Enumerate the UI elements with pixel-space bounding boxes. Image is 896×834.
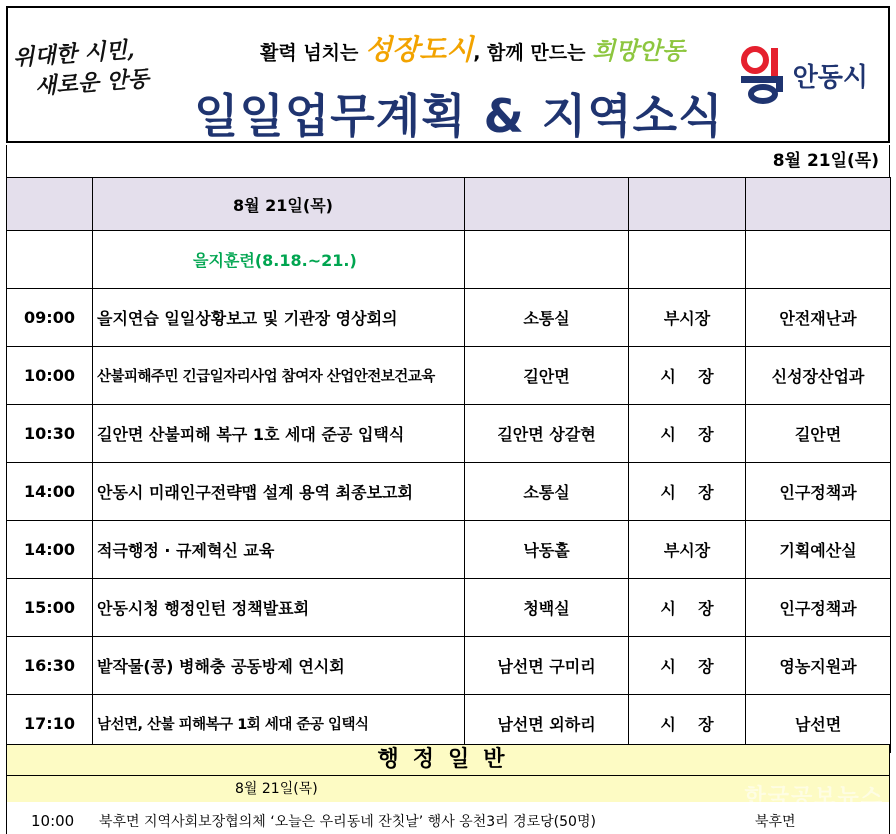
- schedule-row: [7, 463, 891, 521]
- schedule-dept: 남선면: [746, 695, 891, 753]
- slogan-top-prefix: 활력 넘치는: [260, 42, 365, 64]
- andong-logo: [739, 46, 868, 104]
- schedule-time: 10:30: [7, 405, 93, 463]
- schedule-attendee: 시 장: [629, 405, 746, 463]
- page-title: 일일업무계획 & 지역소식: [194, 89, 724, 143]
- header-cell-empty: [629, 178, 746, 231]
- admin-row-desc: 북후면 지역사회보장협의체 ‘오늘은 우리동네 잔칫날’ 행사 옹천3리 경로당(50명): [99, 814, 596, 830]
- andong-logo-icon: [739, 46, 787, 104]
- schedule-place: 길안면: [465, 347, 629, 405]
- schedule-header-row: [7, 178, 891, 231]
- schedule-place: 남선면 구미리: [465, 637, 629, 695]
- admin-row-dept: 북후면: [755, 814, 796, 830]
- schedule-time: 14:00: [7, 463, 93, 521]
- schedule-place: 소통실: [465, 289, 629, 347]
- schedule-row: [7, 579, 891, 637]
- exercise-label: 을지훈련(8.18.~21.): [93, 231, 465, 289]
- schedule-time: 17:10: [7, 695, 93, 753]
- schedule-place: 청백실: [465, 579, 629, 637]
- slogan-top-highlight-hope: 희망안동: [592, 37, 685, 65]
- schedule-row: [7, 405, 891, 463]
- schedule-title: 길안면 산불피해 복구 1호 세대 준공 입택식: [93, 405, 465, 463]
- schedule-title: 남선면, 산불 피해복구 1회 세대 준공 입택식: [93, 695, 465, 753]
- schedule-row: [7, 347, 891, 405]
- exercise-cell-empty: [629, 231, 746, 289]
- schedule-time: 16:30: [7, 637, 93, 695]
- schedule-time: 09:00: [7, 289, 93, 347]
- admin-section-title: 행정일반: [6, 744, 890, 776]
- slogan-left-line2: 새로운 안동: [34, 65, 150, 100]
- watermark: 한국공보뉴스: [744, 785, 884, 810]
- admin-row-time: 10:00: [31, 812, 75, 830]
- schedule-row: [7, 521, 891, 579]
- exercise-cell-empty: [7, 231, 93, 289]
- schedule-time: 10:00: [7, 347, 93, 405]
- schedule-row: [7, 289, 891, 347]
- schedule-row: [7, 637, 891, 695]
- schedule-title: 안동시청 행정인턴 정책발표회: [93, 579, 465, 637]
- schedule-time: 15:00: [7, 579, 93, 637]
- header-cell-empty: [746, 178, 891, 231]
- schedule-dept: 신성장산업과: [746, 347, 891, 405]
- schedule-attendee: 시 장: [629, 579, 746, 637]
- slogan-left: [12, 33, 166, 103]
- exercise-cell-empty: [465, 231, 629, 289]
- schedule-attendee: 시 장: [629, 637, 746, 695]
- schedule-attendee: 시 장: [629, 695, 746, 753]
- schedule-title: 안동시 미래인구전략맵 설계 용역 최종보고회: [93, 463, 465, 521]
- schedule-title: 적극행정 · 규제혁신 교육: [93, 521, 465, 579]
- schedule-place: 남선면 외하리: [465, 695, 629, 753]
- banner-header: [6, 6, 890, 143]
- slogan-top-mid: , 함께 만드는: [473, 42, 593, 64]
- schedule-dept: 안전재난과: [746, 289, 891, 347]
- header-cell-empty: [465, 178, 629, 231]
- schedule-attendee: 시 장: [629, 463, 746, 521]
- schedule-time: 14:00: [7, 521, 93, 579]
- admin-date: 8월 21일(목): [6, 776, 890, 802]
- header-date: 8월 21일(목): [93, 178, 465, 231]
- slogan-top-highlight-growth: 성장도시: [365, 33, 474, 66]
- schedule-dept: 인구정책과: [746, 463, 891, 521]
- schedule-attendee: 부시장: [629, 289, 746, 347]
- schedule-attendee: 부시장: [629, 521, 746, 579]
- schedule-table: [6, 177, 891, 753]
- schedule-place: 낙동홀: [465, 521, 629, 579]
- schedule-title: 산불피해주민 긴급일자리사업 참여자 산업안전보건교육: [93, 347, 465, 405]
- slogan-left-line1: 위대한 시민,: [12, 36, 136, 72]
- schedule-title: 을지연습 일일상황보고 및 기관장 영상회의: [93, 289, 465, 347]
- schedule-place: 길안면 상갈현: [465, 405, 629, 463]
- schedule-attendee: 시 장: [629, 347, 746, 405]
- exercise-cell-empty: [746, 231, 891, 289]
- schedule-dept: 영농지원과: [746, 637, 891, 695]
- exercise-row: [7, 231, 891, 289]
- logo-text: 안동시: [792, 62, 868, 93]
- slogan-top: [260, 28, 685, 68]
- header-cell-empty: [7, 178, 93, 231]
- schedule-place: 소통실: [465, 463, 629, 521]
- schedule-dept: 길안면: [746, 405, 891, 463]
- schedule-dept: 기획예산실: [746, 521, 891, 579]
- schedule-dept: 인구정책과: [746, 579, 891, 637]
- schedule-title: 밭작물(콩) 병해충 공동방제 연시회: [93, 637, 465, 695]
- document-date: 8월 21일(목): [6, 145, 890, 177]
